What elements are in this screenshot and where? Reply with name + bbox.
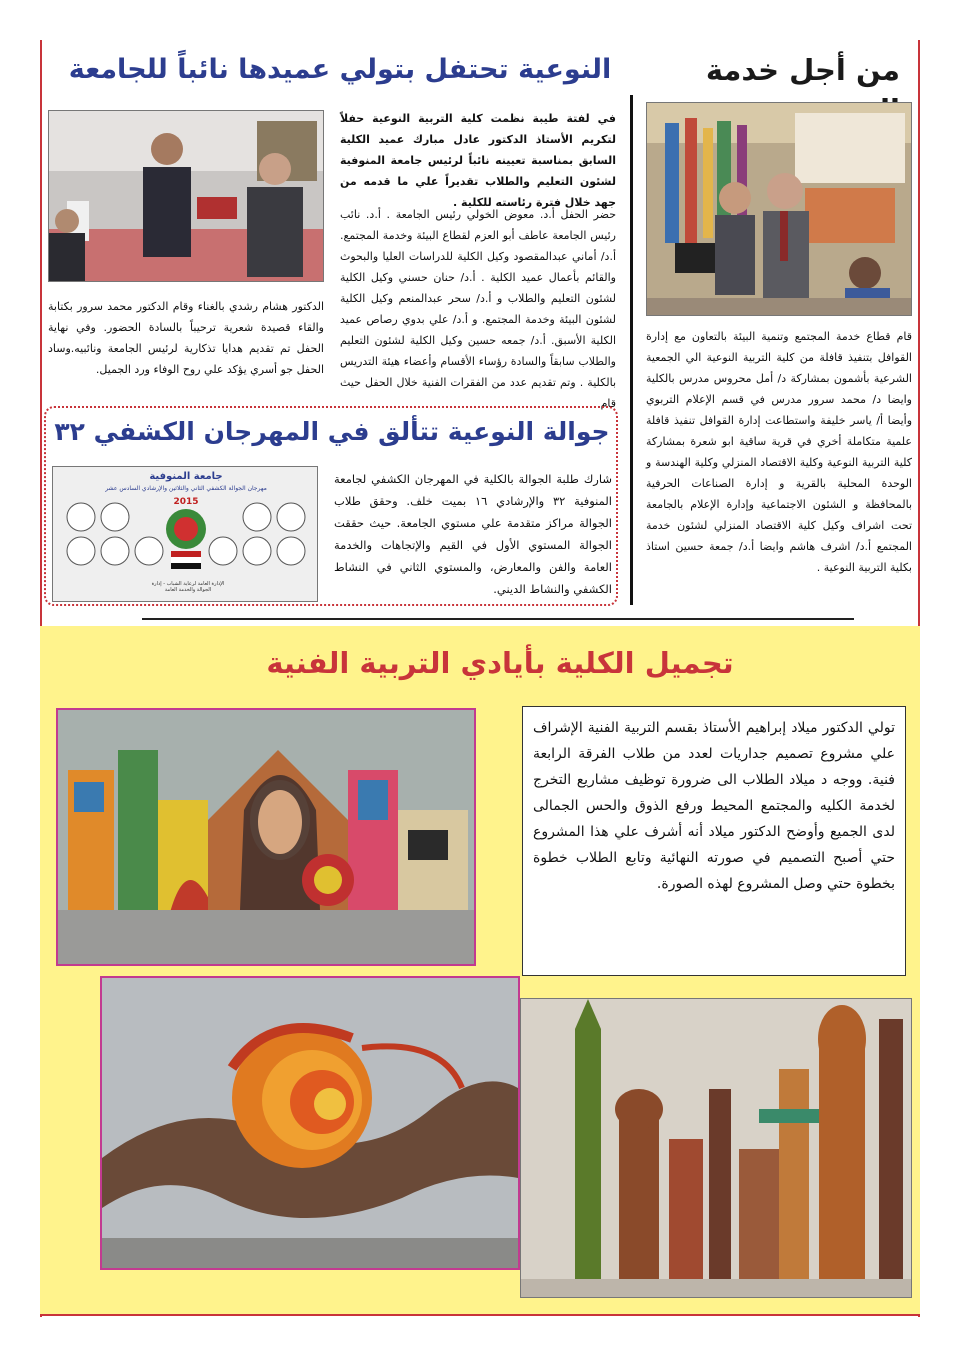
ceremony-photo bbox=[48, 110, 324, 282]
art-textbox bbox=[522, 706, 906, 976]
caravan-photo bbox=[646, 102, 912, 316]
mural-woman-graphic bbox=[58, 710, 474, 964]
mural-photo-swirl bbox=[100, 976, 520, 1270]
dean-body: حضر الحفل أ.د. معوض الخولي رئيس الجامعة . أ.د. نائب رئيس الجامعة عاطف أبو العزم لقطاع البيئة وخدمة المجتمع. أ.د/ أماني عبدالمقصود وكيل الكلية للدراسات العليا والبحوث والقائم بأعمال عميد الكلية . أ.د/ حنان حسني وكيل الكلية لشئون التعليم والطلاب و أ.د/ سحر عبدالمنعم وكيل الكلية لشئون البيئة وخدمة المجتمع. و أ.د/ علي بدوي رصاص عميد الكلية الأسبق. أ.د/ جمعه حسين وكيل الكلية لشئون التعليم والطلاب سابقاً والسادة رؤساء الأقسام وأعضاء هيئة التدريس بالكلية . وتم تقديم عدد من الفقرات الفنية خلال الحفل حيث قام bbox=[340, 208, 616, 410]
plaque-header: جامعة المنوفية bbox=[149, 471, 223, 482]
community-title: من أجل خدمة bbox=[705, 53, 900, 87]
mural-minarets-graphic bbox=[520, 999, 911, 1298]
caravan-photo-graphic bbox=[646, 103, 911, 316]
mural-photo-woman bbox=[56, 708, 476, 966]
scouts-body: شارك طلبة الجوالة بالكلية في المهرجان الكشفي لجامعة المنوفية ٣٢ والإرشادي ١٦ بميت خلف. وحقق طلاب الجوالة مراكز متقدمة علي مستوي الجامعة. حيث حققت الجوالة المستوي الأول في القيم والإتجاهات والخدمة العامة والفن والمعارض، والمستوي الثاني في النشاط الكشفي والنشاط الديني. bbox=[334, 472, 612, 596]
art-body: تولي الدكتور ميلاد إبراهيم الأستاذ بقسم التربية الفنية الإشراف علي مشروع تصميم جداريات لعدد من طلاب الفرقة الرابعة فنية. ووجه د ميلاد الطلاب الى ضرورة توظيف مشاريع التخرج لخدمة الكليه والمجتمع المحيط ورفع الذوق والحس الجمالى لدى الجميع وأوضح الدكتور ميلاد أنه أشرف علي هذا المشروع حتي أصبح التصميم في صورته النهائية وتابع الطلاب خطوة بخطوة حتي وصل المشروع لهذه الصورة. bbox=[533, 720, 895, 892]
column-divider bbox=[630, 95, 633, 605]
dean-lead: في لفتة طيبة نظمت كلية التربية النوعية حفلاً لتكريم الأستاذ الدكتور عادل مبارك عميد الكلية السابق بمناسبة تعيينه نائباً لرئيس جامعة المنوفية لشئون التعليم والطلاب تقديراً علي ما قدمه من جهد خلال فترة رئاسته للكلية . bbox=[340, 112, 616, 209]
plaque-footer: الإدارة العامة لرعاية الشباب - إدارة الجوالة والخدمة العامة bbox=[151, 581, 225, 593]
community-body: قام قطاع خدمة المجتمع وتنمية البيئة بالتعاون مع إدارة القوافل بتنفيذ قافلة من كلية التربية النوعية الي الجمعية الشرعية بأشمون بمشاركة د/ أمل محروس مدرس بالكلية وايضا د/ محمد سرور مدرس في قسم الإعلام التربوي وأيضا أ/ ياسر خليفة واستطاعت إدارة القوافل تنفيذ قافلة علمية متكاملة أخري في قرية ساقية ابو شعرة بمشاركة كلية التربية النوعية وكلية الاقتصاد المنزلي وكلية الهندسة و الوحدة المحلية بالقرية و إدارة الصناعات الحرفية بالمحافظة و الشئون الاجتماعية وإدارة الإعلام بالجامعة تحت اشراف وكيل كلية الاقتصاد المنزلي لشئون خدمة المجتمع أ.د/ اشرف هاشم وايضا أ.د/ جمعة حسين استاذ بكلية التربية النوعية . bbox=[646, 330, 912, 574]
plaque-sub: مهرجان الجوالة الكشفي الثاني والثلاثين والإرشادي السادس عشر bbox=[105, 485, 267, 492]
page-bottom-rule bbox=[40, 1314, 920, 1316]
ceremony-photo-graphic bbox=[48, 111, 323, 282]
mural-swirl-graphic bbox=[102, 978, 518, 1268]
section-divider bbox=[142, 618, 854, 620]
plaque-year: 2015 bbox=[173, 497, 199, 507]
dean-continued: الدكتور هشام رشدي بالغناء وقام الدكتور محمد سرور بكتابة والقاء قصيدة شعرية ترحيباً بالسادة الحضور. وفي نهاية الحفل تم تقديم هدايا تذكارية لرئيس الجامعة ونائبيه.وساد الحفل جو أسري يؤكد علي روح الوفاء ورد الجميل. bbox=[48, 300, 324, 376]
art-title: تجميل الكلية بأيادي التربية الفنية bbox=[266, 646, 734, 680]
scouts-plaque bbox=[52, 466, 318, 602]
mural-photo-minarets bbox=[520, 998, 912, 1298]
dean-title: النوعية تحتفل بتولي عميدها نائباً للجامعة bbox=[68, 54, 612, 85]
scouts-title: جوالة النوعية تتألق في المهرجان الكشفي ٣٢ bbox=[54, 417, 610, 446]
